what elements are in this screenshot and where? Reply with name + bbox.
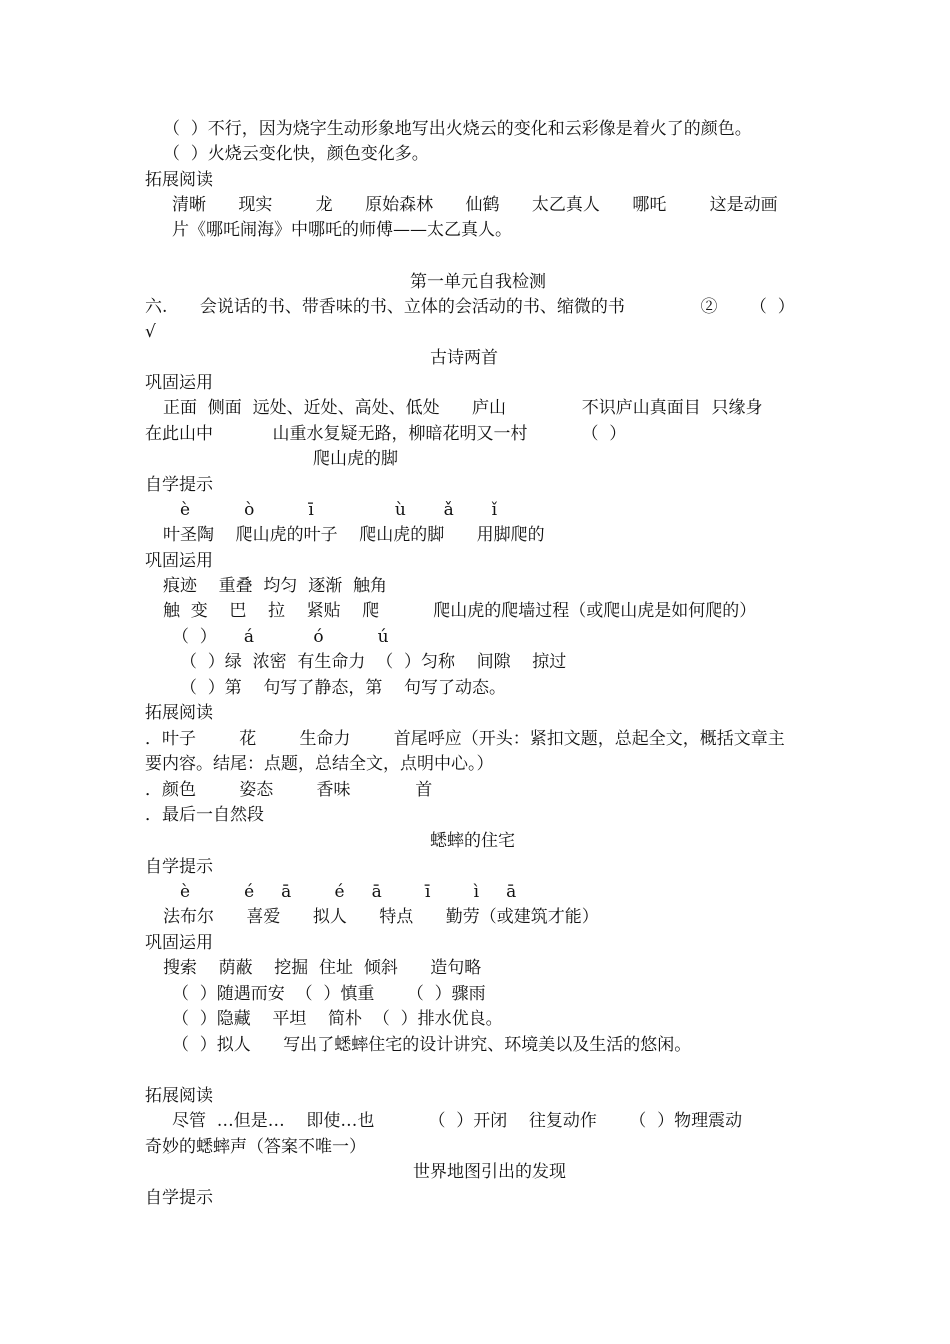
answer-line: （ ）火烧云变化快，颜色变化多。 (163, 144, 429, 164)
answer-line: ．叶子 花 生命力 首尾呼应（开头：紧扣文题，总起全文，概括文章主 (145, 729, 785, 749)
answer-line: 清晰 现实 龙 原始森林 仙鹤 太乙真人 哪吒 这是动画 (172, 195, 778, 215)
unit-title: 第一单元自我检测 (410, 272, 546, 292)
answer-line: 痕迹 重叠 均匀 逐渐 触角 (163, 576, 388, 596)
section-heading: 自学提示 (145, 857, 213, 877)
answer-line: 法布尔 喜爱 拟人 特点 勤劳（或建筑才能） (163, 907, 599, 927)
answer-line: √ (145, 322, 156, 342)
pinyin-line: è ò ī ù ǎ ǐ (180, 500, 498, 520)
pinyin-line: è é ā é ā ī ì ā (180, 882, 517, 902)
answer-line: 触 变 巴 拉 紧贴 爬 爬山虎的爬墙过程（或爬山虎是如何爬的） (163, 601, 757, 621)
section-heading: 拓展阅读 (145, 1086, 213, 1106)
answer-line: 片《哪吒闹海》中哪吒的师傅——太乙真人。 (172, 220, 512, 240)
answer-line: 尽管 …但是… 即使…也 （ ）开闭 往复动作 （ ）物理震动 (172, 1111, 743, 1131)
lesson-title: 爬山虎的脚 (313, 449, 398, 469)
answer-line: 搜索 荫蔽 挖掘 住址 倾斜 造句略 (163, 958, 482, 978)
answer-line: 要内容。结尾：点题，总结全文，点明中心。） (145, 754, 494, 774)
answer-line: ．最后一自然段 (145, 805, 264, 825)
section-heading: 巩固运用 (145, 373, 213, 393)
section-heading: 拓展阅读 (145, 703, 213, 723)
answer-line: 叶圣陶 爬山虎的叶子 爬山虎的脚 用脚爬的 (163, 525, 545, 545)
answer-line: 正面 侧面 远处、近处、高处、低处 庐山 不识庐山真面目 只缘身 (163, 398, 763, 418)
answer-line: （ ）绿 浓密 有生命力 （ ）匀称 间隙 掠过 (180, 652, 567, 672)
answer-line: （ ）第 句写了静态，第 句写了动态。 (180, 678, 507, 698)
answer-line: ．颜色 姿态 香味 首 (145, 780, 433, 800)
answer-line: 六. 会说话的书、带香味的书、立体的会活动的书、缩微的书 ② （ ） (145, 297, 795, 317)
answer-line: （ ）隐藏 平坦 简朴 （ ）排水优良。 (172, 1009, 503, 1029)
section-heading: 自学提示 (145, 475, 213, 495)
answer-line: 在此山中 山重水复疑无路，柳暗花明又一村 （ ） (145, 424, 627, 444)
lesson-title: 世界地图引出的发现 (413, 1162, 566, 1182)
lesson-title: 古诗两首 (430, 348, 498, 368)
section-heading: 巩固运用 (145, 551, 213, 571)
answer-line: 奇妙的蟋蟀声（答案不唯一） (145, 1137, 366, 1157)
answer-line: （ ）拟人 写出了蟋蟀住宅的设计讲究、环境美以及生活的悠闲。 (172, 1035, 692, 1055)
section-heading: 巩固运用 (145, 933, 213, 953)
pinyin-line: （ ） á ó ú (172, 627, 389, 647)
lesson-title: 蟋蟀的住宅 (430, 831, 515, 851)
section-heading: 自学提示 (145, 1188, 213, 1208)
answer-line: （ ）随遇而安 （ ）慎重 （ ）骤雨 (172, 984, 486, 1004)
answer-line: （ ）不行，因为烧字生动形象地写出火烧云的变化和云彩像是着火了的颜色。 (163, 119, 752, 139)
section-heading: 拓展阅读 (145, 170, 213, 190)
